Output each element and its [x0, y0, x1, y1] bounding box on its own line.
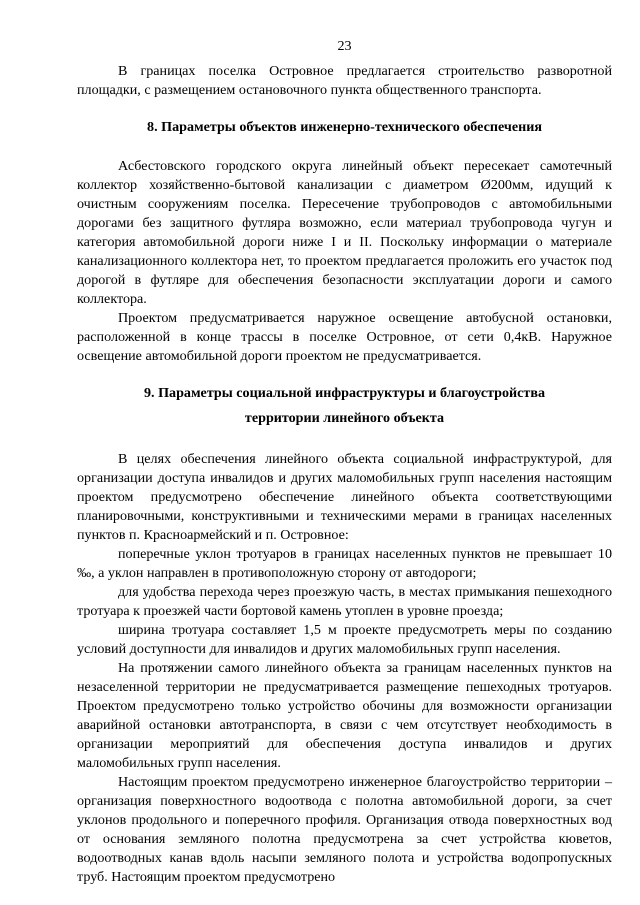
- section-9-heading: [77, 384, 612, 428]
- section-9-paragraph: Настоящим проектом предусмотрено инженерное благоустройство территории – организация поверхностного водоотвода с полотна автомобильной дороги, за счет уклонов продольного и поперечного профиля. Организация отвода поверхностных вод от основания земляного полотна предусмотрена за счет устройства кюветов, водоотводных канав вдоль насыпи земляного полота и устройства водопропускных труб. Настоящим проектом предусмотрено: [77, 774, 612, 885]
- section-9-title-line1: 9. Параметры социальной инфраструктуры и благоустройства: [143, 385, 546, 401]
- section-9-paragraph: В целях обеспечения линейного объекта социальной инфраструктурой, для организации доступа инвалидов и других маломобильных групп населения настоящим проектом предусмотрено обеспечение линейного объекта соответствующими планировочными, конструктивными и техническими мерами в границах населенных пунктов п. Красноармейский и п. Островное:: [77, 451, 612, 543]
- section-9-list-item: для удобства перехода через проезжую часть, в местах примыкания пешеходного тротуара к проезжей части бортовой камень утоплен в уровне проезда;: [77, 584, 612, 619]
- section-8-heading: [77, 118, 612, 137]
- section-9-paragraph: На протяжении самого линейного объекта за границам населенных пунктов на незаселенной территории не предусматривается размещение пешеходных тротуаров. Проектом предусмотрено только устройство обочины для возможности организации аварийной остановки автотранспорта, в связи с чем отсутствует необходимость в организации мероприятий для обеспечения доступа инвалидов и других маломобильных групп населения.: [77, 660, 612, 771]
- page-number: 23: [337, 38, 352, 54]
- section-9-list-item: поперечные уклон тротуаров в границах населенных пунктов не превышает 10 ‰, а уклон направлен в противоположную сторону от автодороги;: [77, 546, 612, 581]
- section-8-paragraph: Проектом предусматривается наружное освещение автобусной остановки, расположенной в конце трассы в поселке Островное, от сети 0,4кВ. Наружное освещение автомобильной дороги проектом не предусматривается.: [77, 310, 612, 364]
- section-8-paragraph: Асбестовского городского округа линейный объект пересекает самотечный коллектор хозяйственно-бытовой канализации с диаметром Ø200мм, идущий к очистным сооружениям поселка. Пересечение трубопроводов с автомобильными дорогами без защитного футляра возможно, если материал трубопровода чугун и категория автомобильной дороги ниже I и II. Поскольку информации о материале канализационного коллектора нет, то проектом предлагается проложить его участок под дорогой в футляре для обеспечения безопасности эксплуатации дороги и самого коллектора.: [77, 158, 612, 307]
- section-9-title-line2: территории линейного объекта: [244, 410, 445, 426]
- section-8-title: 8. Параметры объектов инженерно-технического обеспечения: [147, 119, 542, 135]
- section-9-list-item: ширина тротуара составляет 1,5 м проекте предусмотреть меры по созданию условий доступности для инвалидов и других маломобильных групп населения.: [77, 622, 612, 657]
- intro-paragraph: В границах поселка Островное предлагается строительство разворотной площадки, с размещением остановочного пункта общественного транспорта.: [77, 63, 612, 98]
- document-page: [77, 36, 612, 887]
